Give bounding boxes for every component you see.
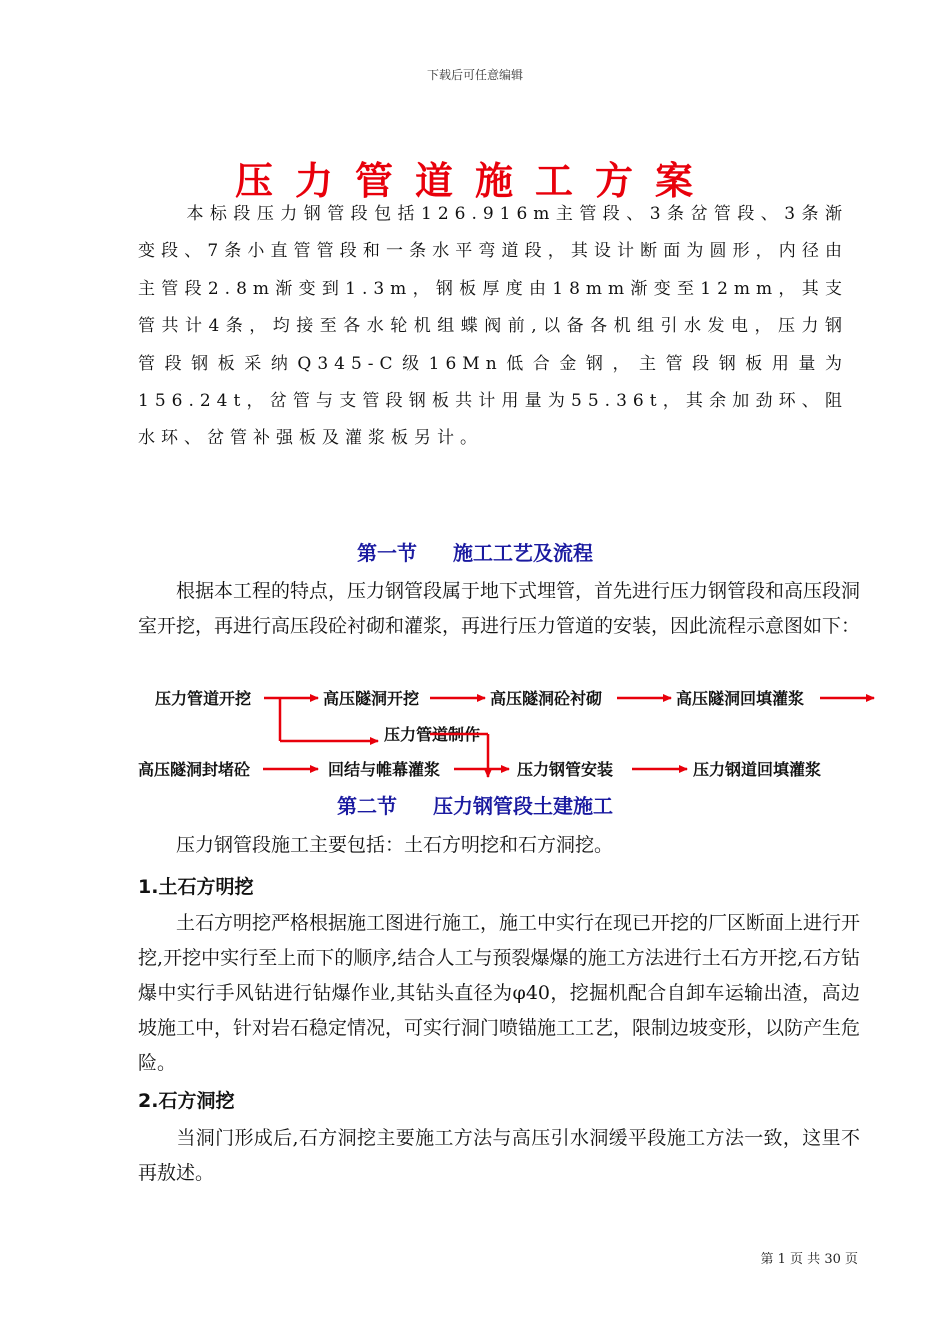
subsection-2-paragraph [138,1121,860,1191]
flow-step-excavation: 压力管道开挖 [155,689,252,708]
flow-step-tunnel-lining: 高压隧洞砼衬砌 [490,689,603,708]
flow-step-pipe-fabrication: 压力管道制作 [384,725,481,744]
section-2-title: 压力钢管段土建施工 [433,794,613,818]
section-1-number: 第一节 [357,541,417,565]
section-2-number: 第二节 [337,794,397,818]
flow-step-tunnel-excavation: 高压隧洞开挖 [323,689,420,708]
page-footer: 第 1 页 共 30 页 [760,1252,858,1267]
intro-paragraph [138,196,848,458]
subsection-1-paragraph [138,906,860,1081]
header-note: 下载后可任意编辑 [426,68,523,82]
section-2-paragraph [138,828,860,863]
section-1-text: 根据本工程的特点，压力钢管段属于地下式埋管，首先进行压力钢管段和高压段洞室开挖，再进行高压段砼衬砌和灌浆，再进行压力管道的安装，因此流程示意图如下： [138,580,861,637]
page-title: 压力管道施工方案 [234,158,715,203]
section-1-heading [0,537,950,566]
section-2-text: 压力钢管段施工主要包括：土石方明挖和石方洞挖。 [176,834,614,856]
section-1-title: 施工工艺及流程 [453,541,593,565]
section-1-paragraph [138,574,860,644]
subsection-2-text: 当洞门形成后,石方洞挖主要施工方法与高压引水洞缓平段施工方法一致，这里不再敖述。 [138,1127,860,1184]
flow-step-tunnel-plug: 高压隧洞封堵砼 [138,760,251,779]
flow-step-backfill-grouting: 压力钢道回填灌浆 [693,760,822,779]
intro-text: 本标段压力钢管段包括126.916m主管段、3条岔管段、3条渐变段、7条小直管管段和一条水平弯道段，其设计断面为圆形，内径由主管段2.8m渐变到1.3m，钢板厚度由18mm渐变至12mm，其支管共计4条，均接至各水轮机组蝶阀前,以备各机组引水发电，压力钢管段钢板采纳Q345-C级16Mn低合金钢，主管段钢板用量为156.24t，岔管与支管段钢板共计用量为55.36t，其余加劲环、阻水环、岔管补强板及灌浆板另计。 [138,204,848,449]
flow-step-curtain-grouting: 回结与帷幕灌浆 [328,760,441,779]
subsection-1-text: 土石方明挖严格根据施工图进行施工，施工中实行在现已开挖的厂区断面上进行开挖,开挖中实行至上而下的顺序,结合人工与预裂爆爆的施工方法进行土石方开挖,石方钻爆中实行手风钻进行钻爆作业,其钻头直径为φ40，挖掘机配合自卸车运输出渣，高边坡施工中，针对岩石稳定情况，可实行洞门喷锚施工工艺，限制边坡变形，以防产生危险。 [138,912,861,1074]
flow-step-pipe-installation: 压力钢管安装 [517,760,614,779]
section-2-heading [0,790,950,819]
flow-step-tunnel-grouting: 高压隧洞回填灌浆 [676,689,805,708]
subsection-1-heading: 1.土石方明挖 [138,876,254,898]
subsection-2-heading: 2.石方洞挖 [138,1090,235,1112]
